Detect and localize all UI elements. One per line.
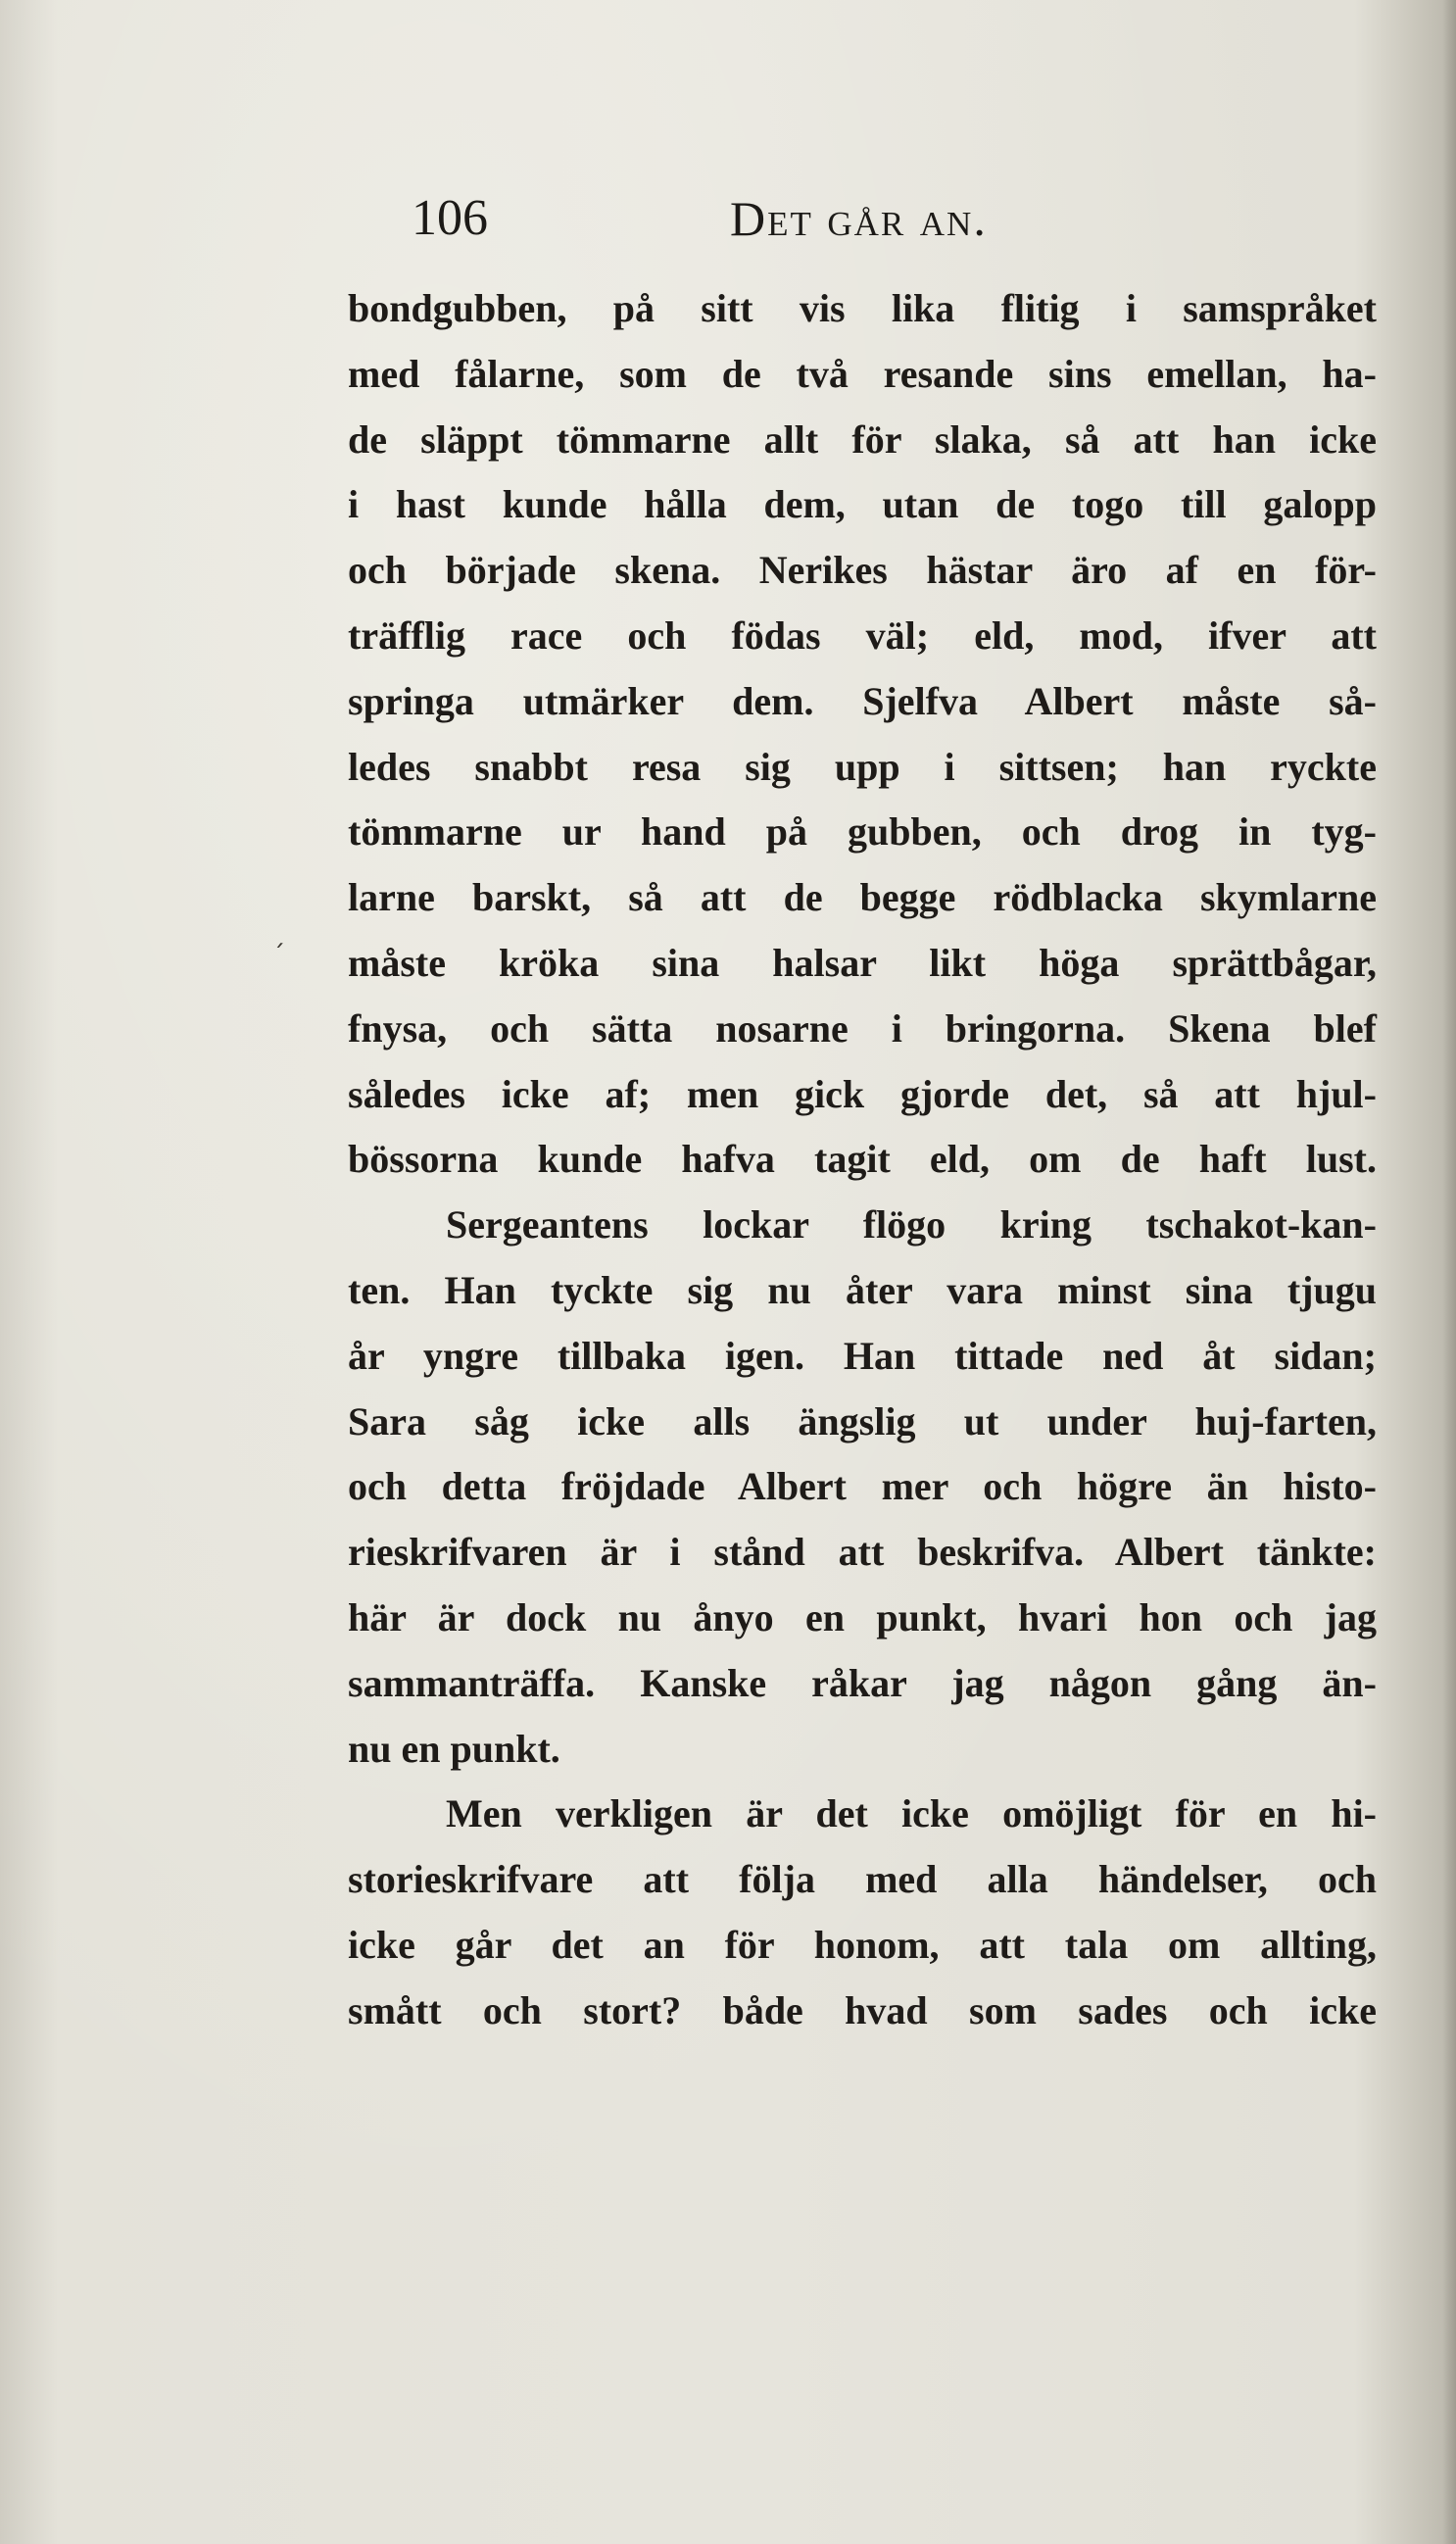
text-line: larne barskt, så att de begge rödblacka skymlarne [348, 875, 1377, 920]
text-line: fnysa, och sätta nosarne i bringorna. Skena blef [348, 1005, 1377, 1051]
text-line: bondgubben, på sitt vis lika flitig i samspråket [348, 286, 1377, 330]
text-line: sammanträffa. Kanske råkar jag någon gång än- [348, 1660, 1377, 1705]
text-line: Sara såg icke alls ängslig ut under huj-farten, [348, 1398, 1377, 1443]
text-line: storieskrifvare att följa med alla händelser, och [348, 1857, 1377, 1902]
text-line: år yngre tillbaka igen. Han tittade ned åt sidan; [348, 1333, 1377, 1378]
text-line: och detta fröjdade Albert mer och högre än histo- [348, 1464, 1377, 1509]
page-number: 106 [412, 190, 488, 246]
text-line: och började skena. Nerikes hästar äro af en för- [348, 548, 1377, 593]
text-line: bössorna kunde hafva tagit eld, om de haft lust. [348, 1137, 1377, 1182]
stray-mark: ´ [272, 941, 285, 970]
text-line: måste kröka sina halsar likt höga sprättbågar, [348, 940, 1377, 985]
text-line: Sergeantens lockar flögo kring tschakot-kan- [446, 1202, 1377, 1248]
text-line: träfflig race och födas väl; eld, mod, ifver att [348, 612, 1377, 658]
text-line: nu en punkt. [348, 1726, 560, 1771]
body-text [348, 276, 1377, 2044]
text-line: de släppt tömmarne allt för slaka, så att han icke [348, 416, 1377, 462]
text-line: här är dock nu ånyo en punkt, hvari hon och jag [348, 1594, 1377, 1639]
text-line: Men verkligen är det icke omöjligt för en hi- [446, 1791, 1377, 1836]
text-line: smått och stort? både hvad som sades och icke [348, 1987, 1377, 2032]
running-head: Det går an. [730, 191, 988, 246]
text-line: tömmarne ur hand på gubben, och drog in tyg- [348, 809, 1377, 855]
text-line: icke går det an för honom, att tala om allting, [348, 1922, 1377, 1967]
page-header [412, 184, 1039, 253]
text-line: i hast kunde hålla dem, utan de togo till galopp [348, 482, 1377, 527]
text-line: med fålarne, som de två resande sins emellan, ha- [348, 351, 1377, 396]
page-edge-shadow [1442, 0, 1456, 2544]
text-line: springa utmärker dem. Sjelfva Albert måste så- [348, 678, 1377, 723]
text-line: således icke af; men gick gjorde det, så att hjul- [348, 1071, 1377, 1116]
text-line: rieskrifvaren är i stånd att beskrifva. Albert tänkte: [348, 1530, 1377, 1575]
text-line: ledes snabbt resa sig upp i sittsen; han ryckte [348, 744, 1377, 789]
text-line: ten. Han tyckte sig nu åter vara minst sina tjugu [348, 1267, 1377, 1312]
